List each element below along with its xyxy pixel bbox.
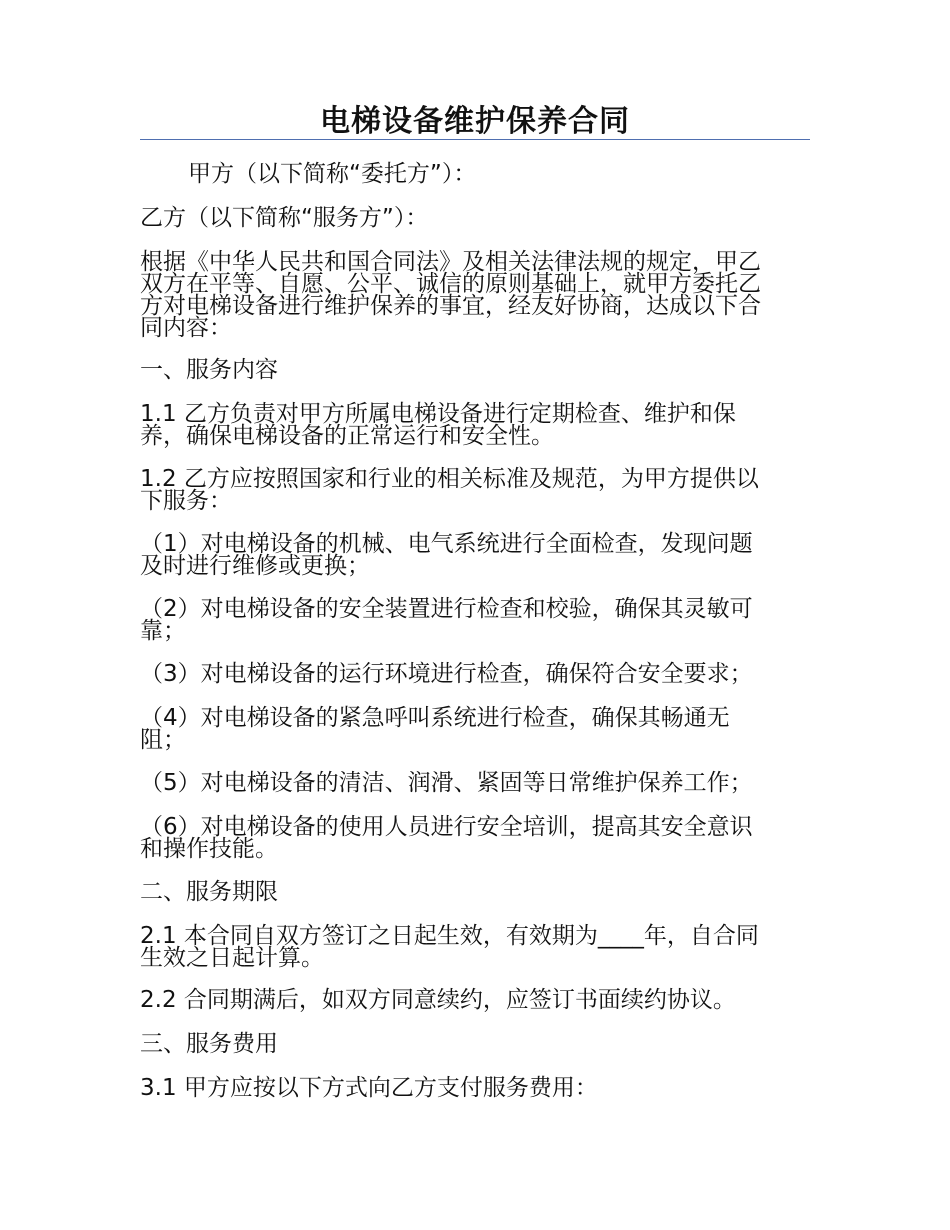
document-title: 电梯设备维护保养合同	[320, 104, 630, 139]
section-heading-3	[140, 1033, 810, 1055]
text-line: 乙方（以下简称“服务方”）：	[140, 205, 429, 231]
clause-2-1	[140, 925, 810, 969]
service-item-6	[140, 816, 810, 860]
text-line: 根据《中华人民共和国合同法》及相关法律法规的规定，甲乙	[140, 249, 761, 275]
service-item-4	[140, 707, 810, 751]
text-line: 方对电梯设备进行维护保养的事宜，经友好协商，达成以下合	[140, 293, 761, 319]
service-item-5	[140, 772, 810, 794]
party-b-line	[140, 207, 810, 229]
text-line: （3）对电梯设备的运行环境进行检查，确保符合安全要求；	[140, 661, 753, 687]
text-line: 3.1 甲方应按以下方式向乙方支付服务费用：	[140, 1075, 598, 1101]
text-line: 和操作技能。	[140, 836, 278, 862]
text-line: 1.1 乙方负责对甲方所属电梯设备进行定期检查、维护和保	[140, 401, 736, 427]
text-line: （4）对电梯设备的紧急呼叫系统进行检查，确保其畅通无	[140, 705, 730, 731]
text-line: 甲方（以下简称“委托方”）：	[188, 161, 477, 187]
text-line: 同内容：	[140, 315, 232, 341]
section-heading-2	[140, 881, 810, 903]
text-line: 及时进行维修或更换；	[140, 553, 370, 579]
text-line: 靠；	[140, 618, 186, 644]
text-line: 2.2 合同期满后，如双方同意续约，应签订书面续约协议。	[140, 987, 736, 1013]
text-line: 二、服务期限	[140, 879, 278, 905]
service-item-3	[140, 663, 810, 685]
text-line: 生效之日起计算。	[140, 945, 324, 971]
text-line: 1.2 乙方应按照国家和行业的相关标准及规范，为甲方提供以	[140, 466, 759, 492]
text-line: （5）对电梯设备的清洁、润滑、紧固等日常维护保养工作；	[140, 770, 753, 796]
text-line: （2）对电梯设备的安全装置进行检查和校验，确保其灵敏可	[140, 596, 753, 622]
text-line: （1）对电梯设备的机械、电气系统进行全面检查，发现问题	[140, 531, 753, 557]
section-heading-1	[140, 359, 810, 381]
clause-1-1	[140, 403, 810, 447]
text-line: 阻；	[140, 727, 186, 753]
text-line: 下服务：	[140, 488, 232, 514]
title-underline	[140, 139, 810, 140]
service-item-2	[140, 598, 810, 642]
clause-3-1	[140, 1077, 810, 1099]
text-line: 三、服务费用	[140, 1031, 278, 1057]
text-line: 双方在平等、自愿、公平、诚信的原则基础上，就甲方委托乙	[140, 271, 761, 297]
party-a-line	[188, 163, 858, 185]
preamble-paragraph	[140, 251, 810, 339]
service-item-1	[140, 533, 810, 577]
text-line: 2.1 本合同自双方签订之日起生效，有效期为____年，自合同	[140, 923, 759, 949]
clause-2-2	[140, 989, 810, 1011]
clause-1-2	[140, 468, 810, 512]
text-line: （6）对电梯设备的使用人员进行安全培训，提高其安全意识	[140, 814, 753, 840]
text-line: 一、服务内容	[140, 357, 278, 383]
text-line: 养，确保电梯设备的正常运行和安全性。	[140, 423, 554, 449]
